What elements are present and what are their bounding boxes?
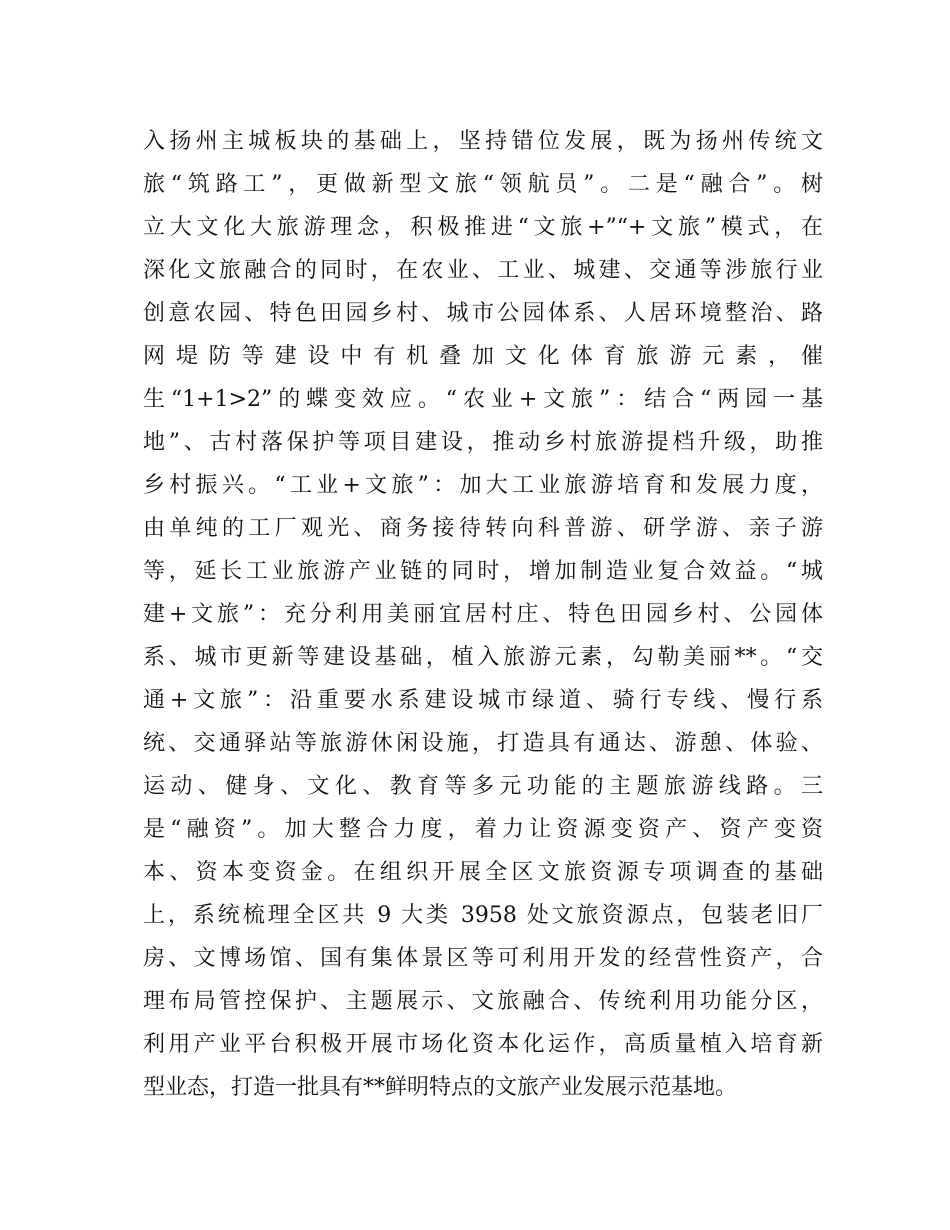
text-line-10: 由单纯的工厂观光、商务接待转向科普游、研学游、亲子游 xyxy=(143,516,823,541)
text-line-8: 地”、古村落保护等项目建设，推动乡村旅游提档升级，助推 xyxy=(143,430,823,455)
text-line-23: 型业态，打造一批具有**鲜明特点的文旅产业发展示范基地。 xyxy=(143,1075,738,1100)
text-line-9: 乡村振兴。“工业+文旅”：加大工业旅游培育和发展力度， xyxy=(143,473,823,498)
text-line-1: 入扬州主城板块的基础上，坚持错位发展，既为扬州传统文 xyxy=(143,129,823,154)
text-line-6: 网堤防等建设中有机叠加文化体育旅游元素，催 xyxy=(143,344,823,369)
text-line-14: 通+文旅”：沿重要水系建设城市绿道、骑行专线、慢行系 xyxy=(143,688,823,713)
text-line-3: 立大文化大旅游理念，积极推进“文旅+”“+文旅”模式，在 xyxy=(143,215,823,240)
text-line-2: 旅“筑路工”，更做新型文旅“领航员”。二是“融合”。树 xyxy=(143,172,823,197)
text-line-21: 理布局管控保护、主题展示、文旅融合、传统利用功能分区， xyxy=(143,989,823,1014)
text-line-17: 是“融资”。加大整合力度，着力让资源变资产、资产变资 xyxy=(143,817,823,842)
text-line-19: 上，系统梳理全区共 9 大类 3958 处文旅资源点，包装老旧厂 xyxy=(143,903,823,928)
body-paragraph xyxy=(143,120,823,1109)
text-line-11: 等，延长工业旅游产业链的同时，增加制造业复合效益。“城 xyxy=(143,559,823,584)
text-line-22: 利用产业平台积极开展市场化资本化运作，高质量植入培育新 xyxy=(143,1032,823,1057)
text-line-18: 本、资本变资金。在组织开展全区文旅资源专项调查的基础 xyxy=(143,860,823,885)
text-line-16: 运动、健身、文化、教育等多元功能的主题旅游线路。三 xyxy=(143,774,823,799)
text-line-13: 系、城市更新等建设基础，植入旅游元素，勾勒美丽**。“交 xyxy=(143,645,823,670)
text-line-7: 生“1+1>2”的蝶变效应。“农业+文旅”：结合“两园一基 xyxy=(143,387,823,412)
text-line-20: 房、文博场馆、国有集体景区等可利用开发的经营性资产，合 xyxy=(143,946,823,971)
text-line-5: 创意农园、特色田园乡村、城市公园体系、人居环境整治、路 xyxy=(143,301,823,326)
text-line-12: 建+文旅”：充分利用美丽宜居村庄、特色田园乡村、公园体 xyxy=(143,602,823,627)
text-line-15: 统、交通驿站等旅游休闲设施，打造具有通达、游憩、体验、 xyxy=(143,731,823,756)
text-line-4: 深化文旅融合的同时，在农业、工业、城建、交通等涉旅行业 xyxy=(143,258,823,283)
